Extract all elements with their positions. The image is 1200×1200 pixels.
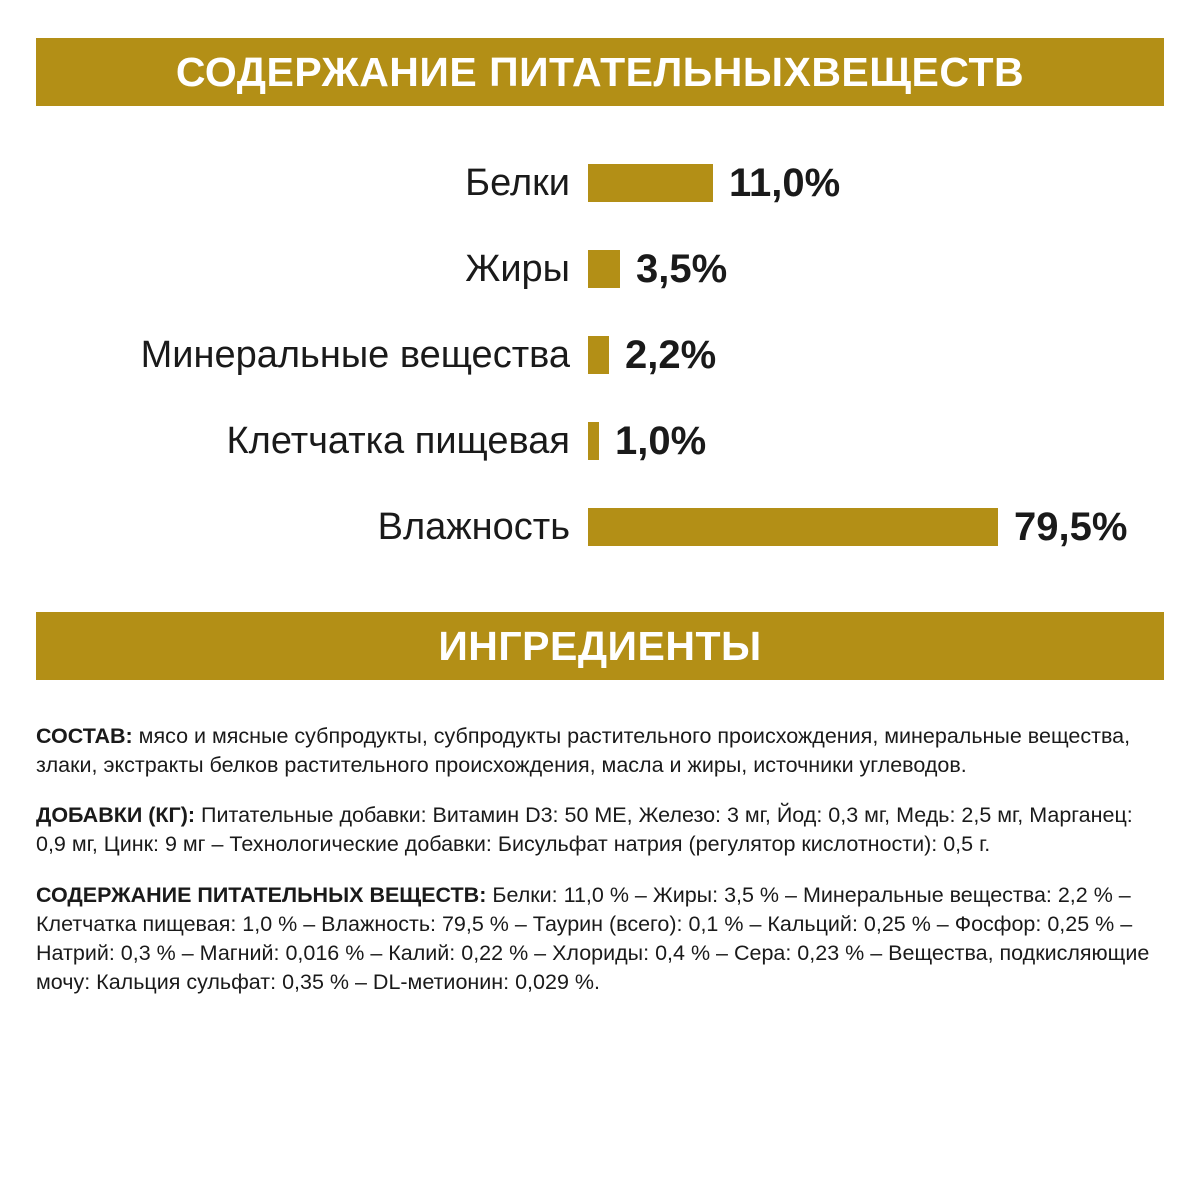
chart-row (36, 140, 1164, 226)
chart-row (36, 484, 1164, 570)
ingredients-content (36, 700, 1164, 1011)
chart-row (36, 226, 1164, 312)
chart-category-label: Минеральные вещества (140, 333, 570, 376)
chart-value-label: 11,0% (729, 160, 841, 205)
analysis-paragraph (36, 881, 1164, 997)
ingredients-section-title: ИНГРЕДИЕНТЫ (438, 622, 762, 669)
chart-row (36, 398, 1164, 484)
chart-value-label: 2,2% (625, 332, 717, 377)
chart-bar (588, 164, 713, 202)
chart-bar-wrapper (588, 161, 1164, 206)
chart-category-label: Влажность (377, 505, 570, 548)
chart-bar (588, 422, 599, 460)
additives-paragraph (36, 801, 1164, 859)
chart-value-label: 3,5% (636, 246, 728, 291)
nutrition-section-title: СОДЕРЖАНИЕ ПИТАТЕЛЬНЫХВЕЩЕСТВ (175, 48, 1025, 95)
chart-bar-wrapper (588, 505, 1164, 550)
chart-category-label: Жиры (465, 247, 570, 290)
chart-bar-wrapper (588, 419, 1164, 464)
chart-bar-wrapper (588, 333, 1164, 378)
ingredients-section-header (36, 612, 1164, 680)
composition-label: СОСТАВ: (36, 723, 133, 748)
nutrition-section-header (36, 38, 1164, 106)
analysis-label: СОДЕРЖАНИЕ ПИТАТЕЛЬНЫХ ВЕЩЕСТВ: (36, 882, 487, 907)
additives-label: ДОБАВКИ (КГ): (36, 803, 196, 828)
composition-paragraph (36, 722, 1164, 780)
chart-bar-wrapper (588, 247, 1164, 292)
chart-value-label: 1,0% (615, 418, 707, 463)
analysis-text: Белки: 11,0 % – Жиры: 3,5 % – Минеральные вещества: 2,2 % – Клетчатка пищевая: 1,0 % – Влажность: 79,5 % – Таурин (всего): 0,1 % – Кальций: 0,25 % – Фосфор: 0,25 % – Натрий: 0,3 % – Магний: 0,016 % – Калий: 0,22 % – Хлориды: 0,4 % – Сера: 0,23 % – Вещества, подкисляющие мочу: Кальция сульфат: 0,35 % – DL-метионин: 0,029 %. (36, 882, 1150, 994)
chart-bar (588, 336, 609, 374)
composition-text: мясо и мясные субпродукты, субпродукты растительного происхождения, минеральные вещества, злаки, экстракты белков растительного происхождения, масла и жиры, источники углеводов. (36, 723, 1131, 777)
chart-category-label: Клетчатка пищевая (226, 419, 570, 462)
chart-category-label: Белки (465, 161, 570, 204)
additives-text: Питательные добавки: Витамин D3: 50 МЕ, Железо: 3 мг, Йод: 0,3 мг, Медь: 2,5 мг, Марганец: 0,9 мг, Цинк: 9 мг – Технологические добавки: Бисульфат натрия (регулятор кислотности): 0,5 г. (36, 803, 1133, 857)
nutrition-bar-chart (36, 140, 1164, 570)
chart-row (36, 312, 1164, 398)
chart-bar (588, 508, 998, 546)
chart-value-label: 79,5% (1014, 504, 1128, 549)
chart-bar (588, 250, 620, 288)
